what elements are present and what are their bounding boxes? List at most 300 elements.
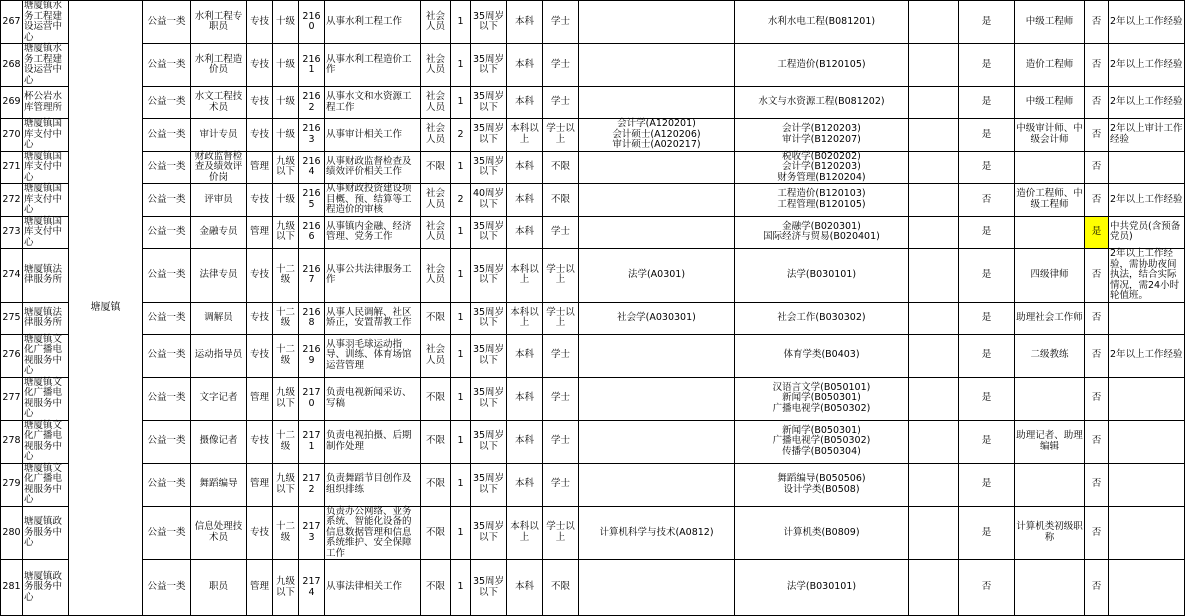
- education-cell: 本科以上: [507, 302, 543, 334]
- row-number-cell: 275: [1, 302, 23, 334]
- degree-cell: 学士: [543, 334, 579, 377]
- remarks-cell: [1109, 302, 1185, 334]
- post-code-cell: 2166: [299, 216, 325, 249]
- college-majors-cell: [909, 216, 959, 249]
- degree-cell: 学士以上: [543, 249, 579, 303]
- remarks-cell: 2年以上工作经验，需协助夜间执法，结合实际情况，需24小时轮值班。: [1109, 249, 1185, 303]
- post-name-cell: 审计专员: [191, 119, 247, 152]
- bachelor-majors-cell: 工程造价(B120103) 工程管理(B120105): [735, 184, 909, 217]
- town-cell: 塘厦镇: [69, 1, 143, 616]
- post-code-cell: 2161: [299, 44, 325, 87]
- duty-description-cell: 从事水利工程工作: [325, 1, 421, 44]
- remarks-cell: [1109, 377, 1185, 420]
- post-category-cell: 专技: [247, 1, 273, 44]
- education-cell: 本科以上: [507, 119, 543, 152]
- exam-required-cell: 是: [959, 420, 1015, 463]
- post-name-cell: 舞蹈编导: [191, 463, 247, 506]
- master-majors-cell: [579, 216, 735, 249]
- post-name-cell: 金融专员: [191, 216, 247, 249]
- post-category-cell: 专技: [247, 302, 273, 334]
- post-name-cell: 运动指导员: [191, 334, 247, 377]
- post-category-cell: 管理: [247, 377, 273, 420]
- post-level-cell: 九级以下: [273, 463, 299, 506]
- post-code-cell: 2160: [299, 1, 325, 44]
- unit-type-cell: 公益一类: [143, 216, 191, 249]
- row-number-cell: 281: [1, 560, 23, 616]
- remarks-cell: 中共党员(含预备党员): [1109, 216, 1185, 249]
- unit-name-cell: 塘厦镇法律服务所: [23, 302, 69, 334]
- post-name-cell: 文字记者: [191, 377, 247, 420]
- bachelor-majors-cell: 新闻学(B050301) 广播电视学(B050302) 传播学(B050304): [735, 420, 909, 463]
- exam-required-cell: 是: [959, 44, 1015, 87]
- unit-name-cell: 杯公岩水库管理所: [23, 87, 69, 119]
- post-level-cell: 十二级: [273, 506, 299, 560]
- post-code-cell: 2174: [299, 560, 325, 616]
- age-limit-cell: 40周岁以下: [471, 184, 507, 217]
- bachelor-majors-cell: 汉语言文学(B050101) 新闻学(B050301) 广播电视学(B050302): [735, 377, 909, 420]
- education-cell: 本科以上: [507, 506, 543, 560]
- table-row: [1, 184, 1185, 217]
- exam-required-cell: 否: [959, 560, 1015, 616]
- party-required-cell: 否: [1085, 151, 1109, 184]
- unit-type-cell: 公益一类: [143, 119, 191, 152]
- college-majors-cell: [909, 119, 959, 152]
- qualification-cell: [1015, 463, 1085, 506]
- headcount-cell: 1: [451, 463, 471, 506]
- education-cell: 本科: [507, 560, 543, 616]
- post-code-cell: 2172: [299, 463, 325, 506]
- table-row: [1, 334, 1185, 377]
- duty-description-cell: 从事水文和水资源工程工作: [325, 87, 421, 119]
- post-category-cell: 专技: [247, 506, 273, 560]
- duty-description-cell: 从事法律相关工作: [325, 560, 421, 616]
- bachelor-majors-cell: 税收学(B020202) 会计学(B120203) 财务管理(B120204): [735, 151, 909, 184]
- remarks-cell: [1109, 463, 1185, 506]
- post-code-cell: 2163: [299, 119, 325, 152]
- exam-required-cell: 是: [959, 1, 1015, 44]
- education-cell: 本科以上: [507, 249, 543, 303]
- education-cell: 本科: [507, 151, 543, 184]
- duty-description-cell: 从事羽毛球运动指导、训练、体育场馆运营管理: [325, 334, 421, 377]
- post-category-cell: 专技: [247, 249, 273, 303]
- unit-type-cell: 公益一类: [143, 302, 191, 334]
- college-majors-cell: [909, 302, 959, 334]
- post-level-cell: 十级: [273, 44, 299, 87]
- party-required-cell: 否: [1085, 420, 1109, 463]
- unit-type-cell: 公益一类: [143, 151, 191, 184]
- qualification-cell: 中级工程师: [1015, 1, 1085, 44]
- degree-cell: 学士以上: [543, 302, 579, 334]
- age-limit-cell: 35周岁以下: [471, 506, 507, 560]
- post-category-cell: 专技: [247, 44, 273, 87]
- party-required-cell: 否: [1085, 506, 1109, 560]
- post-level-cell: 十二级: [273, 249, 299, 303]
- table-row: [1, 216, 1185, 249]
- row-number-cell: 277: [1, 377, 23, 420]
- row-number-cell: 269: [1, 87, 23, 119]
- party-required-cell: 否: [1085, 377, 1109, 420]
- unit-name-cell: 塘厦镇水务工程建设运营中心: [23, 44, 69, 87]
- master-majors-cell: [579, 87, 735, 119]
- table-row: [1, 377, 1185, 420]
- post-code-cell: 2173: [299, 506, 325, 560]
- row-number-cell: 268: [1, 44, 23, 87]
- table-row: [1, 560, 1185, 616]
- post-name-cell: 水利工程造价员: [191, 44, 247, 87]
- target-group-cell: 不限: [421, 463, 451, 506]
- headcount-cell: 1: [451, 506, 471, 560]
- post-name-cell: 法律专员: [191, 249, 247, 303]
- unit-type-cell: 公益一类: [143, 334, 191, 377]
- post-level-cell: 九级以下: [273, 216, 299, 249]
- qualification-cell: 二级教练: [1015, 334, 1085, 377]
- post-name-cell: 水文工程技术员: [191, 87, 247, 119]
- post-name-cell: 职员: [191, 560, 247, 616]
- remarks-cell: [1109, 506, 1185, 560]
- age-limit-cell: 35周岁以下: [471, 377, 507, 420]
- bachelor-majors-cell: 工程造价(B120105): [735, 44, 909, 87]
- unit-name-cell: 塘厦镇政务服务中心: [23, 560, 69, 616]
- age-limit-cell: 35周岁以下: [471, 334, 507, 377]
- headcount-cell: 1: [451, 87, 471, 119]
- exam-required-cell: 是: [959, 377, 1015, 420]
- master-majors-cell: [579, 420, 735, 463]
- post-name-cell: 摄像记者: [191, 420, 247, 463]
- bachelor-majors-cell: 法学(B030101): [735, 249, 909, 303]
- row-number-cell: 273: [1, 216, 23, 249]
- post-category-cell: 管理: [247, 151, 273, 184]
- post-category-cell: 专技: [247, 87, 273, 119]
- row-number-cell: 271: [1, 151, 23, 184]
- party-required-cell: 否: [1085, 119, 1109, 152]
- target-group-cell: 不限: [421, 151, 451, 184]
- age-limit-cell: 35周岁以下: [471, 560, 507, 616]
- master-majors-cell: [579, 1, 735, 44]
- unit-name-cell: 塘厦镇文化广播电视服务中心: [23, 420, 69, 463]
- duty-description-cell: 从事财政投资建设项目概、预、结算等工程造价的审核: [325, 184, 421, 217]
- headcount-cell: 1: [451, 302, 471, 334]
- remarks-cell: 2年以上工作经验: [1109, 1, 1185, 44]
- post-category-cell: 专技: [247, 334, 273, 377]
- party-required-cell: 否: [1085, 44, 1109, 87]
- qualification-cell: [1015, 151, 1085, 184]
- post-code-cell: 2171: [299, 420, 325, 463]
- college-majors-cell: [909, 420, 959, 463]
- duty-description-cell: 从事审计相关工作: [325, 119, 421, 152]
- target-group-cell: 不限: [421, 377, 451, 420]
- master-majors-cell: [579, 44, 735, 87]
- degree-cell: 学士以上: [543, 119, 579, 152]
- qualification-cell: [1015, 560, 1085, 616]
- target-group-cell: 不限: [421, 506, 451, 560]
- table-row: [1, 151, 1185, 184]
- bachelor-majors-cell: 舞蹈编导(B050506) 设计学类(B0508): [735, 463, 909, 506]
- unit-name-cell: 塘厦镇文化广播电视服务中心: [23, 377, 69, 420]
- bachelor-majors-cell: 水利水电工程(B081201): [735, 1, 909, 44]
- unit-type-cell: 公益一类: [143, 560, 191, 616]
- row-number-cell: 278: [1, 420, 23, 463]
- row-number-cell: 270: [1, 119, 23, 152]
- college-majors-cell: [909, 184, 959, 217]
- bachelor-majors-cell: 计算机类(B0809): [735, 506, 909, 560]
- exam-required-cell: 是: [959, 302, 1015, 334]
- bachelor-majors-cell: 会计学(B120203) 审计学(B120207): [735, 119, 909, 152]
- duty-description-cell: 从事财政监督检查及绩效评价相关工作: [325, 151, 421, 184]
- education-cell: 本科: [507, 1, 543, 44]
- post-category-cell: 管理: [247, 216, 273, 249]
- duty-description-cell: 负责电视拍摄、后期制作处理: [325, 420, 421, 463]
- master-majors-cell: 社会学(A030301): [579, 302, 735, 334]
- remarks-cell: 2年以上工作经验: [1109, 44, 1185, 87]
- qualification-cell: [1015, 216, 1085, 249]
- row-number-cell: 276: [1, 334, 23, 377]
- headcount-cell: 1: [451, 420, 471, 463]
- exam-required-cell: 是: [959, 506, 1015, 560]
- post-code-cell: 2162: [299, 87, 325, 119]
- master-majors-cell: 会计学(A120201) 会计硕士(A120206) 审计硕士(A020217): [579, 119, 735, 152]
- college-majors-cell: [909, 506, 959, 560]
- target-group-cell: 社会人员: [421, 87, 451, 119]
- unit-type-cell: 公益一类: [143, 1, 191, 44]
- party-required-cell: 否: [1085, 334, 1109, 377]
- post-code-cell: 2167: [299, 249, 325, 303]
- education-cell: 本科: [507, 420, 543, 463]
- headcount-cell: 2: [451, 184, 471, 217]
- table-row: [1, 1, 1185, 44]
- table-row: [1, 463, 1185, 506]
- post-code-cell: 2164: [299, 151, 325, 184]
- remarks-cell: [1109, 151, 1185, 184]
- master-majors-cell: 法学(A0301): [579, 249, 735, 303]
- unit-name-cell: 塘厦镇国库支付中心: [23, 151, 69, 184]
- education-cell: 本科: [507, 184, 543, 217]
- headcount-cell: 1: [451, 151, 471, 184]
- degree-cell: 学士: [543, 420, 579, 463]
- remarks-cell: [1109, 560, 1185, 616]
- college-majors-cell: [909, 560, 959, 616]
- unit-name-cell: 塘厦镇文化广播电视服务中心: [23, 463, 69, 506]
- unit-type-cell: 公益一类: [143, 249, 191, 303]
- target-group-cell: 社会人员: [421, 184, 451, 217]
- exam-required-cell: 是: [959, 87, 1015, 119]
- headcount-cell: 2: [451, 119, 471, 152]
- post-code-cell: 2169: [299, 334, 325, 377]
- master-majors-cell: [579, 463, 735, 506]
- age-limit-cell: 35周岁以下: [471, 463, 507, 506]
- college-majors-cell: [909, 151, 959, 184]
- post-code-cell: 2168: [299, 302, 325, 334]
- post-category-cell: 专技: [247, 119, 273, 152]
- college-majors-cell: [909, 44, 959, 87]
- target-group-cell: 不限: [421, 302, 451, 334]
- headcount-cell: 1: [451, 1, 471, 44]
- table-body: [1, 1, 1185, 616]
- duty-description-cell: 从事水利工程造价工作: [325, 44, 421, 87]
- degree-cell: 学士: [543, 44, 579, 87]
- college-majors-cell: [909, 463, 959, 506]
- exam-required-cell: 是: [959, 216, 1015, 249]
- qualification-cell: 造价工程师、中级工程师: [1015, 184, 1085, 217]
- college-majors-cell: [909, 87, 959, 119]
- headcount-cell: 1: [451, 560, 471, 616]
- target-group-cell: 不限: [421, 420, 451, 463]
- unit-name-cell: 塘厦镇国库支付中心: [23, 216, 69, 249]
- master-majors-cell: 计算机科学与技术(A0812): [579, 506, 735, 560]
- exam-required-cell: 是: [959, 119, 1015, 152]
- post-level-cell: 九级以下: [273, 377, 299, 420]
- master-majors-cell: [579, 151, 735, 184]
- post-level-cell: 九级以下: [273, 560, 299, 616]
- age-limit-cell: 35周岁以下: [471, 151, 507, 184]
- target-group-cell: 社会人员: [421, 249, 451, 303]
- post-level-cell: 十二级: [273, 420, 299, 463]
- exam-required-cell: 是: [959, 334, 1015, 377]
- table-row: [1, 420, 1185, 463]
- remarks-cell: 2年以上工作经验: [1109, 87, 1185, 119]
- degree-cell: 学士以上: [543, 506, 579, 560]
- age-limit-cell: 35周岁以下: [471, 302, 507, 334]
- remarks-cell: 2年以上审计工作经验: [1109, 119, 1185, 152]
- qualification-cell: 助理记者、助理编辑: [1015, 420, 1085, 463]
- master-majors-cell: [579, 334, 735, 377]
- post-category-cell: 专技: [247, 420, 273, 463]
- table-row: [1, 302, 1185, 334]
- master-majors-cell: [579, 560, 735, 616]
- education-cell: 本科: [507, 216, 543, 249]
- bachelor-majors-cell: 水文与水资源工程(B081202): [735, 87, 909, 119]
- remarks-cell: [1109, 420, 1185, 463]
- degree-cell: 学士: [543, 1, 579, 44]
- unit-type-cell: 公益一类: [143, 463, 191, 506]
- party-required-cell: 否: [1085, 184, 1109, 217]
- post-level-cell: 十级: [273, 87, 299, 119]
- qualification-cell: [1015, 377, 1085, 420]
- age-limit-cell: 35周岁以下: [471, 1, 507, 44]
- headcount-cell: 1: [451, 216, 471, 249]
- headcount-cell: 1: [451, 44, 471, 87]
- unit-type-cell: 公益一类: [143, 506, 191, 560]
- headcount-cell: 1: [451, 334, 471, 377]
- age-limit-cell: 35周岁以下: [471, 420, 507, 463]
- qualification-cell: 四级律师: [1015, 249, 1085, 303]
- target-group-cell: 不限: [421, 560, 451, 616]
- qualification-cell: 助理社会工作师: [1015, 302, 1085, 334]
- post-level-cell: 十级: [273, 119, 299, 152]
- bachelor-majors-cell: 法学(B030101): [735, 560, 909, 616]
- table-row: [1, 119, 1185, 152]
- bachelor-majors-cell: 社会工作(B030302): [735, 302, 909, 334]
- unit-name-cell: 塘厦镇国库支付中心: [23, 184, 69, 217]
- post-category-cell: 管理: [247, 463, 273, 506]
- age-limit-cell: 35周岁以下: [471, 119, 507, 152]
- duty-description-cell: 负责办公网络、业务系统、智能化设备的信息数据管理和信息系统维护、安全保障工作: [325, 506, 421, 560]
- headcount-cell: 1: [451, 377, 471, 420]
- education-cell: 本科: [507, 463, 543, 506]
- exam-required-cell: 是: [959, 249, 1015, 303]
- duty-description-cell: 从事镇内金融、经济管理、党务工作: [325, 216, 421, 249]
- table-row: [1, 87, 1185, 119]
- unit-name-cell: 塘厦镇国库支付中心: [23, 119, 69, 152]
- party-required-cell: 是: [1085, 216, 1109, 249]
- target-group-cell: 社会人员: [421, 119, 451, 152]
- row-number-cell: 274: [1, 249, 23, 303]
- unit-name-cell: 塘厦镇文化广播电视服务中心: [23, 334, 69, 377]
- table-row: [1, 249, 1185, 303]
- target-group-cell: 社会人员: [421, 1, 451, 44]
- party-required-cell: 否: [1085, 249, 1109, 303]
- education-cell: 本科: [507, 377, 543, 420]
- target-group-cell: 社会人员: [421, 334, 451, 377]
- table-row: [1, 44, 1185, 87]
- unit-type-cell: 公益一类: [143, 377, 191, 420]
- exam-required-cell: 是: [959, 463, 1015, 506]
- unit-type-cell: 公益一类: [143, 184, 191, 217]
- college-majors-cell: [909, 249, 959, 303]
- exam-required-cell: 是: [959, 151, 1015, 184]
- post-code-cell: 2165: [299, 184, 325, 217]
- unit-name-cell: 塘厦镇水务工程建设运营中心: [23, 1, 69, 44]
- college-majors-cell: [909, 377, 959, 420]
- post-name-cell: 水利工程专职员: [191, 1, 247, 44]
- post-name-cell: 信息处理技术员: [191, 506, 247, 560]
- duty-description-cell: 负责舞蹈节目创作及组织排练: [325, 463, 421, 506]
- unit-name-cell: 塘厦镇政务服务中心: [23, 506, 69, 560]
- post-level-cell: 十二级: [273, 302, 299, 334]
- remarks-cell: 2年以上工作经验: [1109, 184, 1185, 217]
- post-level-cell: 十二级: [273, 334, 299, 377]
- degree-cell: 不限: [543, 151, 579, 184]
- master-majors-cell: [579, 377, 735, 420]
- unit-type-cell: 公益一类: [143, 87, 191, 119]
- post-name-cell: 评审员: [191, 184, 247, 217]
- post-category-cell: 专技: [247, 184, 273, 217]
- education-cell: 本科: [507, 44, 543, 87]
- target-group-cell: 社会人员: [421, 44, 451, 87]
- row-number-cell: 280: [1, 506, 23, 560]
- duty-description-cell: 负责电视新闻采访、写稿: [325, 377, 421, 420]
- degree-cell: 学士: [543, 87, 579, 119]
- college-majors-cell: [909, 334, 959, 377]
- table-row: [1, 506, 1185, 560]
- unit-type-cell: 公益一类: [143, 420, 191, 463]
- bachelor-majors-cell: 体育学类(B0403): [735, 334, 909, 377]
- duty-description-cell: 从事公共法律服务工作: [325, 249, 421, 303]
- degree-cell: 学士: [543, 463, 579, 506]
- party-required-cell: 否: [1085, 302, 1109, 334]
- post-category-cell: 管理: [247, 560, 273, 616]
- party-required-cell: 否: [1085, 463, 1109, 506]
- post-level-cell: 十级: [273, 1, 299, 44]
- master-majors-cell: [579, 184, 735, 217]
- remarks-cell: 2年以上工作经验: [1109, 334, 1185, 377]
- unit-name-cell: 塘厦镇法律服务所: [23, 249, 69, 303]
- qualification-cell: 中级工程师: [1015, 87, 1085, 119]
- target-group-cell: 社会人员: [421, 216, 451, 249]
- unit-type-cell: 公益一类: [143, 44, 191, 87]
- post-level-cell: 九级以下: [273, 151, 299, 184]
- qualification-cell: 计算机类初级职称: [1015, 506, 1085, 560]
- qualification-cell: 中级审计师、中级会计师: [1015, 119, 1085, 152]
- duty-description-cell: 从事人民调解、社区矫正，安置帮教工作: [325, 302, 421, 334]
- age-limit-cell: 35周岁以下: [471, 44, 507, 87]
- post-name-cell: 调解员: [191, 302, 247, 334]
- party-required-cell: 否: [1085, 560, 1109, 616]
- headcount-cell: 1: [451, 249, 471, 303]
- party-required-cell: 否: [1085, 87, 1109, 119]
- degree-cell: 不限: [543, 184, 579, 217]
- education-cell: 本科: [507, 87, 543, 119]
- exam-required-cell: 否: [959, 184, 1015, 217]
